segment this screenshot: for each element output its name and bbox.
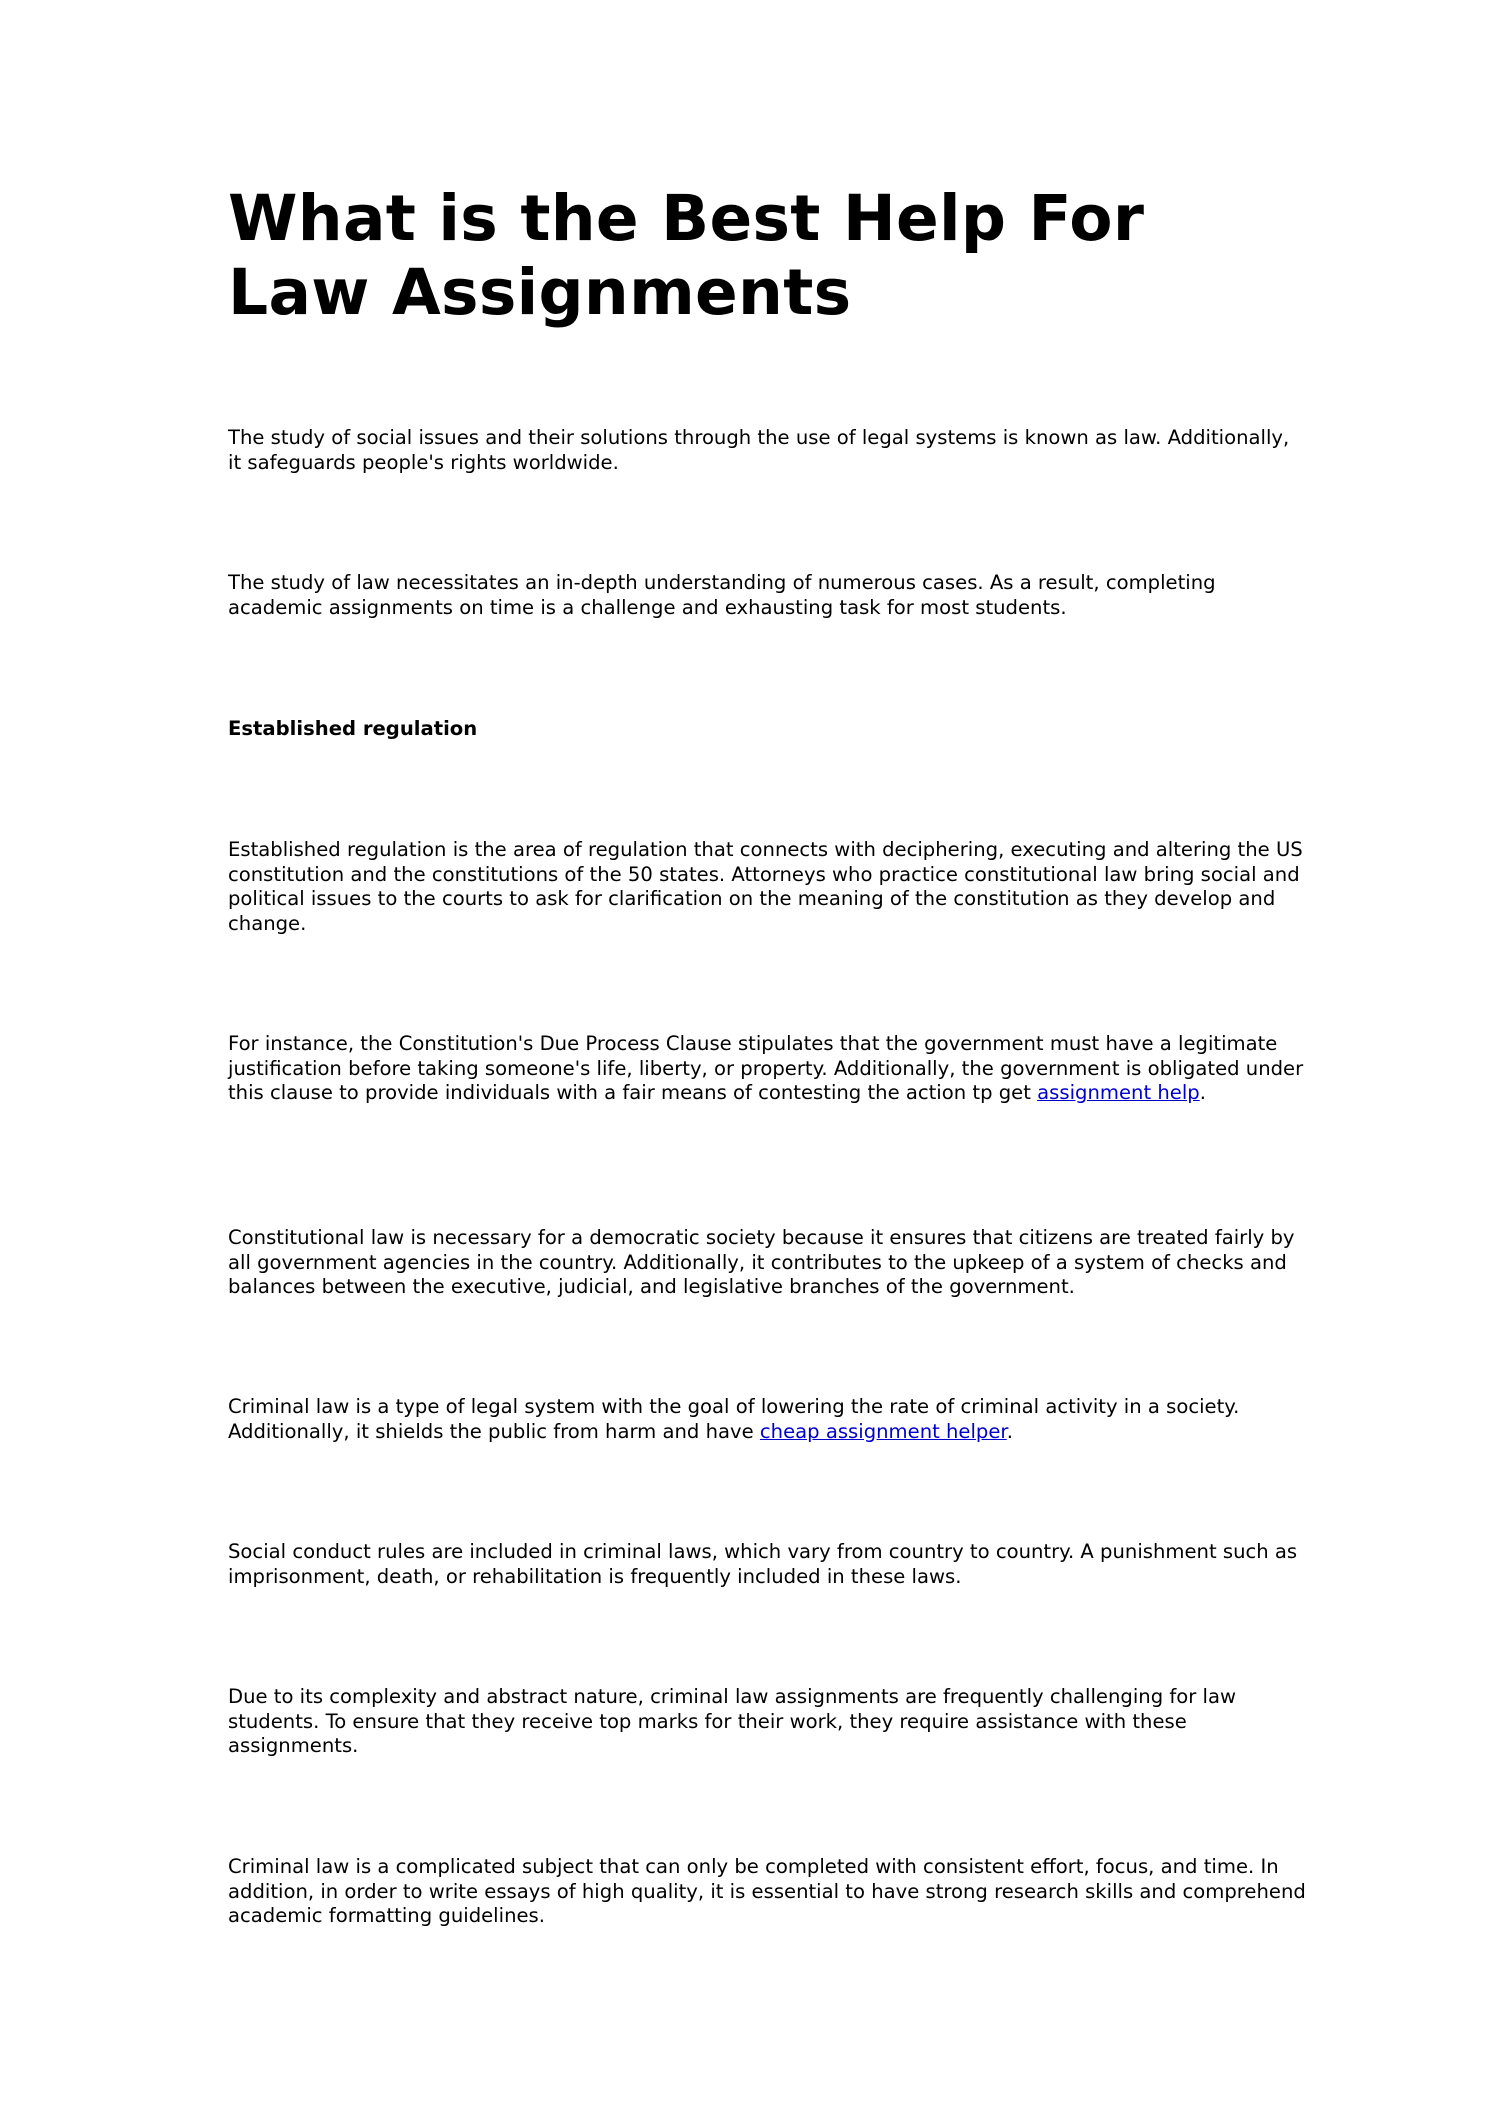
paragraph-constitutional-law: Constitutional law is necessary for a democratic society because it ensures that citizens are treated fairly by all government agencies in the country. Additionally, it contributes to the upkeep of a system of checks and balances between the executive, judicial, and legislative branches of the government. — [228, 1226, 1295, 1298]
document-page — [228, 0, 1308, 2122]
paragraph-due-process-text: For instance, the Constitution's Due Process Clause stipulates that the government must have a legitimate justification before taking someone's life, liberty, or property. Additionally, the government is obligated under this clause to provide individuals with a fair means of contesting the action tp get — [228, 1032, 1304, 1104]
paragraph-complexity: Due to its complexity and abstract nature, criminal law assignments are frequently challenging for law students. To ensure that they receive top marks for their work, they require assistance with these assignments. — [228, 1685, 1237, 1757]
paragraph-social-conduct: Social conduct rules are included in criminal laws, which vary from country to country. A punishment such as imprisonment, death, or rehabilitation is frequently included in these laws. — [228, 1540, 1298, 1588]
paragraph-study-of-law: The study of law necessitates an in-depth understanding of numerous cases. As a result, completing academic assignments on time is a challenge and exhausting task for most students. — [228, 571, 1216, 619]
paragraph-criminal-law-effort: Criminal law is a complicated subject that can only be completed with consistent effort, focus, and time. In addition, in order to write essays of high quality, it is essential to have strong research skills and comprehend academic formatting guidelines. — [228, 1855, 1306, 1927]
section-heading: Established regulation — [228, 717, 478, 740]
paragraph-due-process — [228, 1032, 1308, 1106]
page-title: What is the Best Help For Law Assignments — [228, 182, 1145, 329]
assignment-help-link[interactable]: assignment help — [1037, 1081, 1200, 1104]
paragraph-established-regulation: Established regulation is the area of regulation that connects with deciphering, executing and altering the US constitution and the constitutions of the 50 states. Attorneys who practice constitutional law bring social and political issues to the courts to ask for clarification on the meaning of the constitution as they develop and change. — [228, 838, 1303, 935]
paragraph-criminal-law — [228, 1395, 1308, 1444]
paragraph-criminal-law-end: . — [1006, 1419, 1013, 1443]
paragraph-intro: The study of social issues and their solutions through the use of legal systems is known as law. Additionally, it safeguards people's rights worldwide. — [228, 426, 1290, 474]
cheap-assignment-helper-link[interactable]: cheap assignment helper — [759, 1419, 1007, 1443]
paragraph-criminal-law-text: Criminal law is a type of legal system with the goal of lowering the rate of criminal activity in a society. Additionally, it shields the public from harm and have — [228, 1395, 1240, 1443]
paragraph-due-process-end: . — [1199, 1081, 1206, 1104]
